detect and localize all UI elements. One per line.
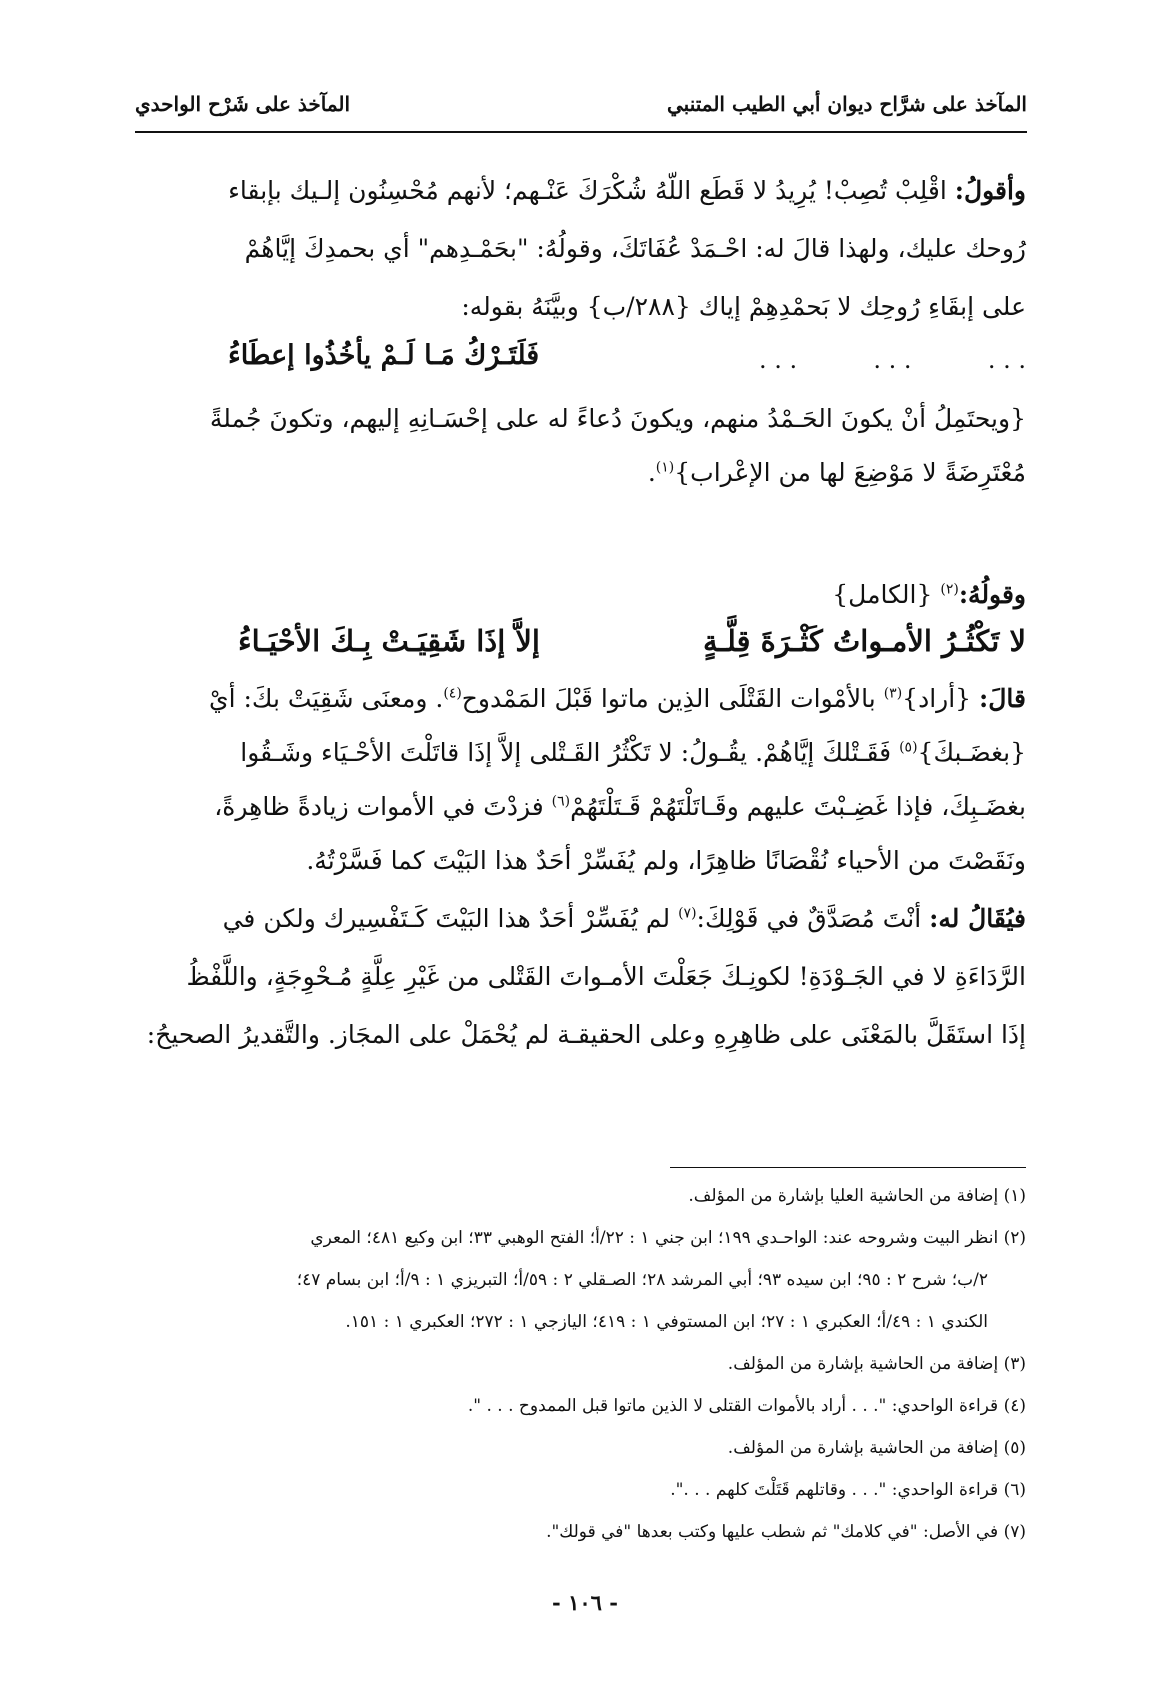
footnote-ref: (٦) [551,793,571,810]
footnote-7: (٧) في الأصل: "في كلامك" ثم شطب عليها وكتب بعدها "في قولك". [546,1522,1026,1542]
header-section-title: المآخذ على شَرْح الواحدي [135,92,351,116]
paragraph-1-line-2: رُوحك عليك، ولهذا قالَ له: احْـمَدْ عُفَاتَكَ، وقولُهُ: "بحَمْـدِهم" أي بحمدِكَ إيَّاهُمْ [244,234,1026,263]
paragraph-1-line-1 [138,176,1026,206]
verse-ellipsis: . . . . . . . . . [758,346,1026,374]
paragraph-3-line-3 [138,792,1026,822]
verse-hemistich-2: إلاَّ إذَا شَقِيَـتْ بِـكَ الأحْيَـاءُ [238,624,540,658]
paragraph-2-line-1: {ويحتَمِلُ أنْ يكونَ الحَـمْدُ منهم، ويكونَ دُعاءً له على إحْسَـانِهِ إليهم، وتكونَ جُملةً [209,404,1026,433]
paragraph-3-line-2 [138,738,1026,768]
verse-intro [138,580,1026,610]
footnote-2-line-3: الكندي ١ : ٤٩/أ؛ العكبري ١ : ٢٧؛ ابن المستوفي ١ : ٤١٩؛ اليازجي ١ : ٢٧٢؛ العكبري ١ : ١٥١. [345,1312,988,1332]
paragraph-lead: وقولُهُ: [958,580,1026,609]
footnote-ref: (٥) [899,739,918,756]
text-span: . [647,458,656,487]
footnote-6: (٦) قراءة الواحدي: ". . . وقاتلهم قَتَلْتَ كلهم . . .". [670,1480,1026,1500]
footnote-ref: (٤) [443,685,462,702]
text-span: بالأمْوات القَتْلَى الذِين ماتوا قَبْلَ المَمْدوح [461,684,884,713]
paragraph-4-line-1 [138,904,1026,934]
text-span: {بغضَـبكَ} [917,738,1026,767]
header-rule [135,131,1027,133]
verse-hemistich-1: لا تَكْثُـرُ الأمـواتُ كَثْـرَةَ قِلَّـةٍ [703,624,1026,658]
paragraph-4-line-3: إذَا استَقَلَّ بالمَعْنَى على ظاهِرِهِ وعلى الحقيقـة لم يُحْمَلْ على المجَاز. والتَّقديرُ الصحيحُ: [146,1020,1026,1049]
footnote-ref: (٣) [883,685,903,702]
footnote-4: (٤) قراءة الواحدي: ". . . أراد بالأموات القتلى لا الذين ماتوا قبل الممدوح . . . ". [467,1396,1026,1416]
text-span: فزدْتَ في الأموات زيادةً ظاهِرةً، [214,792,552,821]
header-book-title: المآخذ على شرَّاح ديوان أبي الطيب المتنبي [667,92,1027,116]
footnote-2-line-2: ٢/ب؛ شرح ٢ : ٩٥؛ ابن سيده ٩٣؛ أبي المرشد ٢٨؛ الصـقلي ٢ : ٥٩/أ؛ التبريزي ١ : ٩/أ؛ ابن بسام ٤٧؛ [296,1270,988,1290]
paragraph-lead: فيُقَالُ له: [929,904,1026,933]
footnote-1: (١) إضافة من الحاشية العليا بإشارة من المؤلف. [688,1186,1026,1206]
footnote-rule [670,1167,1026,1168]
paragraph-3-line-4: ونَقَصْتَ من الأحياء نُقْصَانًا ظاهِرًا، ولم يُفَسِّرْ أحَدٌ هذا البَيْتَ كما فَسَّرْتُهُ. [306,846,1026,875]
text-span: لم يُفَسِّرْ أحَدٌ هذا البَيْتَ كَـتَفْسِيرك ولكن في [222,904,679,933]
page-number: - ١٠٦ - [552,1590,618,1615]
text-span: {أراد} [902,684,980,713]
paragraph-lead: قالَ: [979,684,1026,713]
paragraph-1-line-3: على إبقَاءِ رُوحِك لا بَحمْدِهِمْ إياك {٢٨٨/ب} وبيَّنَهُ بقوله: [461,292,1026,321]
text-span: اقْلِبْ تُصِبْ! يُرِيدُ لا قَطَع اللّهُ شُكْرَكَ عَنْـهم؛ لأنهم مُحْسِنُون إلـيك بإبقاء [228,176,955,205]
text-span: مُعْتَرِضَةً لا مَوْضِعَ لها من الإعْراب} [674,458,1026,487]
paragraph-lead: وأقولُ: [954,176,1026,205]
footnote-ref: (٢) [940,581,959,598]
text-span: . ومعنَى شَقِيَتْ بكَ: أيْ [209,684,444,713]
footnote-ref: (٧) [678,905,697,922]
footnote-2-line-1: (٢) انظر البيت وشروحه عند: الواحـدي ١٩٩؛ ابن جني ١ : ٢٢/أ؛ الفتح الوهبي ٣٣؛ ابن وكيع ٤٨١؛ المعري [310,1228,1026,1248]
verse-hemistich-2: فَلَتَـرْكُ مَـا لَـمْ يأخُذُوا إعطَاءُ [228,340,540,371]
running-header [135,92,1027,132]
paragraph-3-line-1 [138,684,1026,714]
footnote-ref: (١) [655,459,675,476]
text-span: بغضَـبِكَ، فإذا غَضِـبْتَ عليهم وقَـاتَلْتَهُمْ قَـتَلْتَهُمْ [570,792,1026,821]
text-span: فَقَـتْلكَ إيَّاهُمْ. يقُـولُ: لا تَكْثُرُ القَـتْلى إلاَّ إذَا قاتَلْتَ الأحْـيَاء وشَـقُوا [240,738,900,767]
paragraph-4-line-2: الرَّدَاءَةِ لا في الجَـوْدَةِ! لكونِـكَ جَعَلْتَ الأمـواتَ القَتْلى من غَيْرِ عِلَّةٍ مُـحْوِجَةٍ، واللَّفْظُ [186,962,1026,991]
paragraph-2-line-2 [138,458,1026,488]
footnote-5: (٥) إضافة من الحاشية بإشارة من المؤلف. [727,1438,1026,1458]
meter-name: {الكامل} [832,580,941,609]
footnote-3: (٣) إضافة من الحاشية بإشارة من المؤلف. [727,1354,1026,1374]
verse-line [138,624,1026,668]
text-span: أنْتَ مُصَدَّقٌ في قَوْلِكَ: [696,904,930,933]
